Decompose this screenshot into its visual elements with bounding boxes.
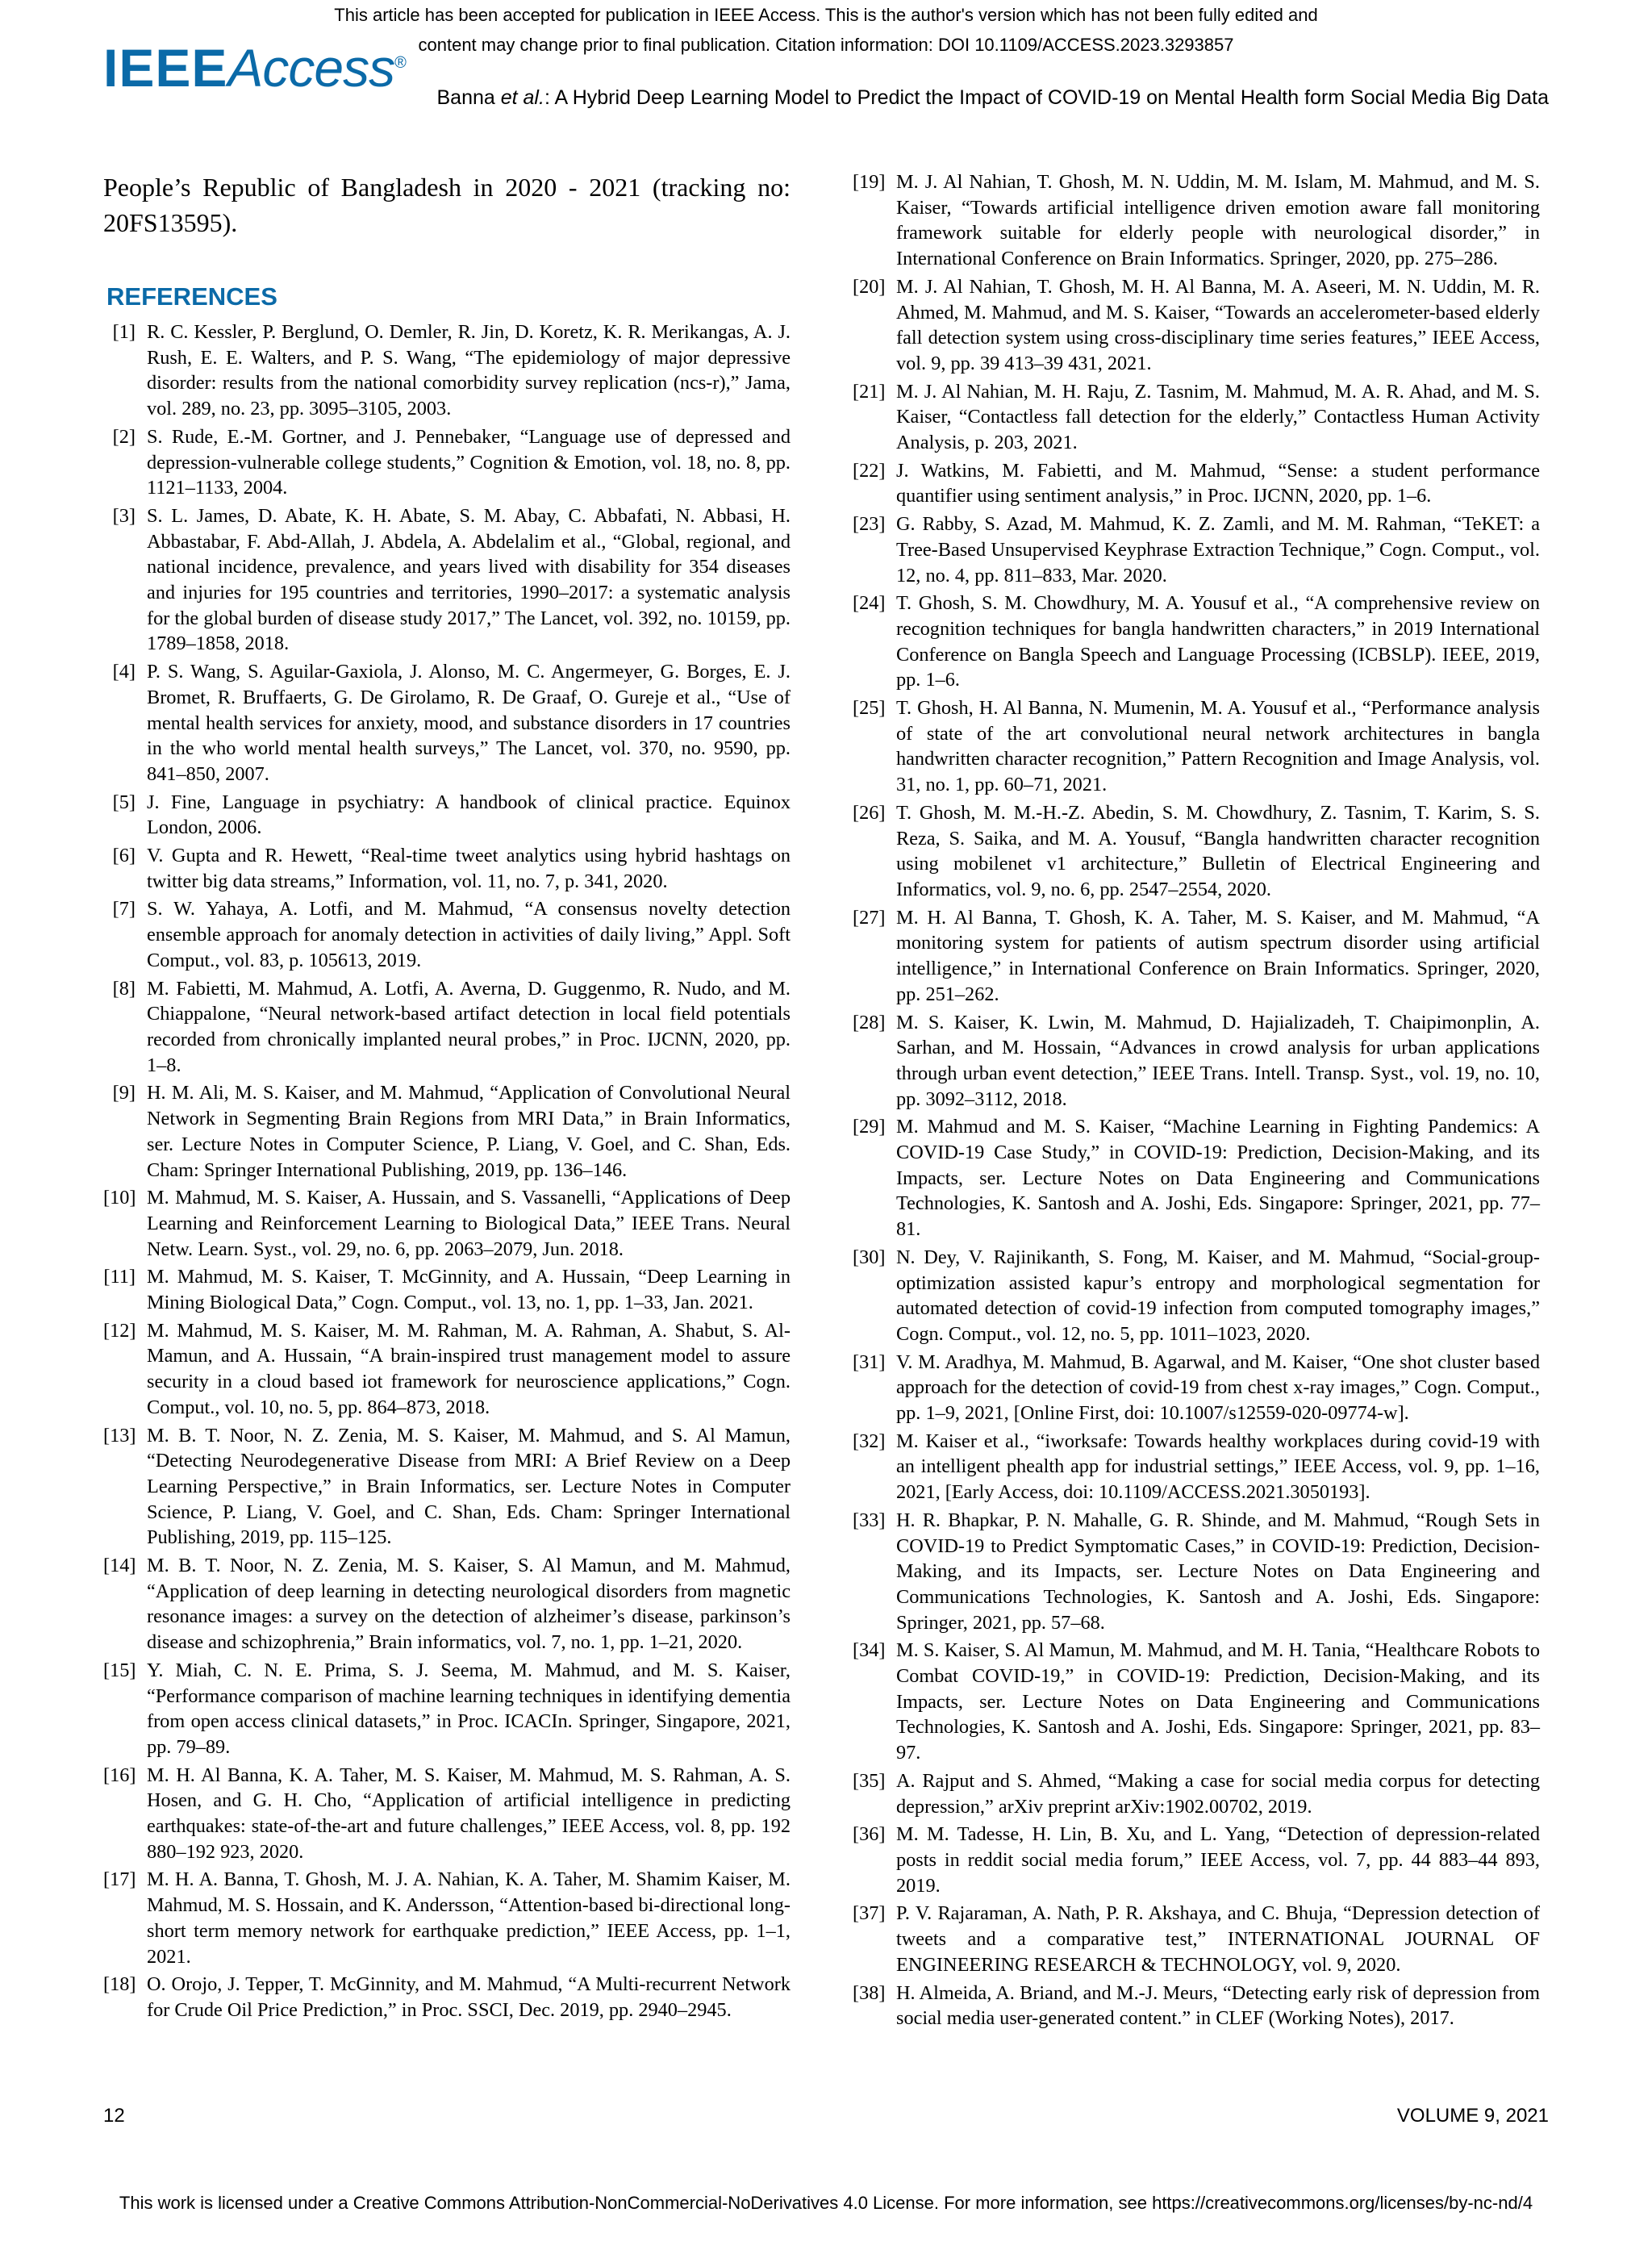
reference-item [103, 1553, 791, 1655]
reference-text: S. W. Yahaya, A. Lotfi, and M. Mahmud, “A consensus novelty detection ensemble approach for anomaly detection in activities of daily living,” Appl. Soft Comput., vol. 83, p. 105613, 2019. [147, 898, 791, 971]
reference-number: [24] [853, 592, 886, 615]
reference-number: [27] [853, 906, 886, 929]
reference-number: [16] [103, 1764, 136, 1786]
reference-item [853, 1768, 1540, 1819]
reference-number: [6] [112, 845, 136, 867]
reference-text: M. H. Al Banna, K. A. Taher, M. S. Kaiser, M. Mahmud, M. S. Rahman, A. S. Hosen, and G. H. Cho, “Application of artificial intelligence in predicting earthquakes: state-of-the-art and future challenges,” IEEE Access, vol. 8, pp. 192 880–192 923, 2020. [147, 1764, 791, 1863]
reference-number: [29] [853, 1116, 886, 1138]
reference-item [853, 1508, 1540, 1636]
reference-text: H. Almeida, A. Briand, and M.-J. Meurs, “Detecting early risk of depression from social media user-generated content.” in CLEF (Working Notes), 2017. [896, 1981, 1540, 2030]
reference-text: T. Ghosh, M. M.-H.-Z. Abedin, S. M. Chowdhury, Z. Tasnim, T. Karim, S. S. Reza, S. Saika, and M. A. Yousuf, “Bangla handwritten character recognition using mobilenet v1 architecture,” Bulletin of Electrical Engineering and Informatics, vol. 9, no. 6, pp. 2547–2554, 2020. [896, 801, 1540, 900]
reference-item [103, 319, 791, 422]
reference-number: [3] [112, 504, 136, 527]
reference-item [853, 905, 1540, 1008]
publication-notice-line-1: This article has been accepted for publication in IEEE Access. This is the author's version which has not been fully edited and [334, 5, 1318, 25]
page-number: 12 [103, 2105, 125, 2127]
reference-text: Y. Miah, C. N. E. Prima, S. J. Seema, M. Mahmud, and M. S. Kaiser, “Performance comparison of machine learning techniques in identifying dementia from open access clinical datasets,” in Proc. ICACIn. Springer, Singapore, 2021, pp. 79–89. [147, 1659, 791, 1758]
reference-text: M. J. Al Nahian, T. Ghosh, M. N. Uddin, M. M. Islam, M. Mahmud, and M. S. Kaiser, “Towards artificial intelligence driven emotion aware fall monitoring framework suitable for elderly people with neurological disorder,” in International Conference on Brain Informatics. Springer, 2020, pp. 275–286. [896, 171, 1540, 270]
reference-number: [7] [112, 898, 136, 921]
reference-text: M. M. Tadesse, H. Lin, B. Xu, and L. Yang, “Detection of depression-related posts in reddit social media forum,” IEEE Access, vol. 7, pp. 44 883–44 893, 2019. [896, 1823, 1540, 1897]
reference-item [853, 169, 1540, 272]
reference-text: M. H. A. Banna, T. Ghosh, M. J. A. Nahian, K. A. Taher, M. Shamim Kaiser, M. Mahmud, M. S. Hossain, and K. Andersson, “Attention-based bi-directional long-short term memory network for earthquake prediction,” IEEE Access, pp. 1–1, 2021. [147, 1868, 791, 1968]
reference-number: [2] [112, 425, 136, 448]
reference-number: [31] [853, 1351, 886, 1373]
reference-item [103, 1185, 791, 1262]
running-head [436, 84, 1549, 111]
reference-number: [37] [853, 1902, 886, 1925]
ieee-access-logo [103, 32, 407, 98]
reference-item [103, 1972, 791, 2023]
reference-number: [21] [853, 380, 886, 403]
references-list-left [103, 319, 791, 2023]
reference-item [853, 1429, 1540, 1505]
reference-item [853, 800, 1540, 903]
reference-number: [12] [103, 1319, 136, 1342]
logo-access: Access [227, 38, 395, 98]
reference-item [103, 1080, 791, 1183]
reference-item [853, 458, 1540, 509]
reference-text: T. Ghosh, H. Al Banna, N. Mumenin, M. A. Yousuf et al., “Performance analysis of state of the art convolutional neural network architectures in bangla handwritten character recognition,” Pattern Recognition and Image Analysis, vol. 31, no. 1, pp. 60–71, 2021. [896, 697, 1540, 796]
reference-number: [20] [853, 275, 886, 298]
reference-item [103, 659, 791, 787]
reference-number: [8] [112, 977, 136, 1000]
reference-item [103, 503, 791, 657]
reference-number: [15] [103, 1659, 136, 1681]
references-heading: REFERENCES [106, 282, 277, 311]
reference-item [853, 1010, 1540, 1113]
reference-number: [36] [853, 1823, 886, 1846]
reference-item [853, 379, 1540, 456]
reference-text: M. H. Al Banna, T. Ghosh, K. A. Taher, M. S. Kaiser, and M. Mahmud, “A monitoring system for patients of autism spectrum disorder using artificial intelligence,” in International Conference on Brain Informatics. Springer, 2020, pp. 251–262. [896, 906, 1540, 1005]
reference-number: [28] [853, 1011, 886, 1033]
reference-item [103, 1264, 791, 1315]
reference-number: [26] [853, 801, 886, 824]
reference-item [853, 695, 1540, 798]
reference-text: S. L. James, D. Abate, K. H. Abate, S. M. Abay, C. Abbafati, N. Abbasi, H. Abbastabar, F. Abd-Allah, J. Abdela, A. Abdelalim et al., “Global, regional, and national incidence, prevalence, and years lived with disability for 354 diseases and injuries for 195 countries and territories, 1990–2017: a systematic analysis for the global burden of disease study 2017,” The Lancet, vol. 392, no. 10159, pp. 1789–1858, 2018. [147, 504, 791, 655]
reference-number: [4] [112, 661, 136, 683]
reference-text: M. Kaiser et al., “iworksafe: Towards healthy workplaces during covid-19 with an intelligent phealth app for industrial settings,” IEEE Access, vol. 9, pp. 1–16, 2021, [Early Access, doi: 10.1109/ACCESS.2021.3050193]. [896, 1430, 1540, 1504]
logo-ieee: IEEE [103, 38, 228, 98]
reference-text: O. Orojo, J. Tepper, T. McGinnity, and M. Mahmud, “A Multi-recurrent Network for Crude Oil Price Prediction,” in Proc. SSCI, Dec. 2019, pp. 2940–2945. [147, 1973, 791, 2021]
reference-text: M. S. Kaiser, S. Al Mamun, M. Mahmud, and M. H. Tania, “Healthcare Robots to Combat COVID-19,” in COVID-19: Prediction, Decision-Making, and its Impacts, ser. Lecture Notes on Data Engineering and Communications Technologies, K. Santosh and A. Joshi, Eds. Singapore: Springer, 2021, pp. 83–97. [896, 1639, 1540, 1764]
reference-number: [25] [853, 697, 886, 720]
reference-item [853, 1245, 1540, 1347]
reference-item [103, 790, 791, 841]
reference-number: [9] [112, 1082, 136, 1104]
reference-text: H. R. Bhapkar, P. N. Mahalle, G. R. Shinde, and M. Mahmud, “Rough Sets in COVID-19 to Predict Symptomatic Cases,” in COVID-19: Prediction, Decision-Making, and its Impacts, ser. Lecture Notes on Data Engineering and Communications Technologies, K. Santosh and A. Joshi, Eds. Singapore: Springer, 2021, pp. 57–68. [896, 1509, 1540, 1634]
reference-item [103, 1423, 791, 1551]
reference-text: V. Gupta and R. Hewett, “Real-time tweet analytics using hybrid hashtags on twitter big data streams,” Information, vol. 11, no. 7, p. 341, 2020. [147, 845, 791, 892]
reference-number: [1] [112, 321, 136, 343]
references-list-right [853, 169, 1540, 2031]
reference-item [853, 1822, 1540, 1898]
running-head-etal: et al. [500, 86, 544, 109]
reference-text: J. Fine, Language in psychiatry: A handbook of clinical practice. Equinox London, 2006. [147, 791, 791, 839]
reference-number: [11] [103, 1266, 136, 1288]
reference-text: M. J. Al Nahian, T. Ghosh, M. H. Al Banna, M. A. Aseeri, M. N. Uddin, M. R. Ahmed, M. Mahmud, and M. S. Kaiser, “Towards an accelerometer-based elderly fall detection system using cross-disciplinary time series features,” IEEE Access, vol. 9, pp. 39 413–39 431, 2021. [896, 275, 1540, 374]
reference-text: M. Mahmud, M. S. Kaiser, A. Hussain, and S. Vassanelli, “Applications of Deep Learning and Reinforcement Learning to Biological Data,” IEEE Trans. Neural Netw. Learn. Syst., vol. 29, no. 6, pp. 2063–2079, Jun. 2018. [147, 1187, 791, 1260]
reference-item [103, 1763, 791, 1865]
reference-item [853, 1638, 1540, 1766]
reference-item [853, 274, 1540, 377]
reference-number: [35] [853, 1769, 886, 1792]
acknowledgement-text: People’s Republic of Bangladesh in 2020 - 2021 (tracking no: 20FS13595). [103, 173, 791, 237]
reference-number: [18] [103, 1973, 136, 1996]
reference-text: J. Watkins, M. Fabietti, and M. Mahmud, “Sense: a student performance quantifier using sentiment analysis,” in Proc. IJCNN, 2020, pp. 1–6. [896, 459, 1540, 507]
volume-label: VOLUME 9, 2021 [1396, 2105, 1549, 2127]
reference-number: [19] [853, 171, 886, 193]
reference-number: [13] [103, 1424, 136, 1447]
reference-item [103, 424, 791, 501]
reference-text: M. B. T. Noor, N. Z. Zenia, M. S. Kaiser, M. Mahmud, and S. Al Mamun, “Detecting Neurodegenerative Disease from MRI: A Brief Review on a Deep Learning Perspective,” in Brain Informatics, ser. Lecture Notes in Computer Science, P. Liang, V. Goel, and C. Shan, Eds. Cham: Springer International Publishing, 2019, pp. 115–125. [147, 1424, 791, 1549]
reference-text: P. S. Wang, S. Aguilar-Gaxiola, J. Alonso, M. C. Angermeyer, G. Borges, E. J. Bromet, R. Bruffaerts, G. De Girolamo, R. De Graaf, O. Gureje et al., “Use of mental health services for anxiety, mood, and substance disorders in 17 countries in the who world mental health surveys,” The Lancet, vol. 370, no. 9590, pp. 841–850, 2007. [147, 661, 791, 785]
reference-text: A. Rajput and S. Ahmed, “Making a case for social media corpus for detecting depression,” arXiv preprint arXiv:1902.00702, 2019. [896, 1769, 1540, 1818]
reference-item [103, 896, 791, 973]
reference-number: [30] [853, 1246, 886, 1268]
reference-number: [38] [853, 1981, 886, 2004]
reference-text: V. M. Aradhya, M. Mahmud, B. Agarwal, and M. Kaiser, “One shot cluster based approach for the detection of covid-19 from chest x-ray images,” Cogn. Comput., pp. 1–9, 2021, [Online First, doi: 10.1007/s12559-020-09774-w]. [896, 1351, 1540, 1425]
reference-number: [32] [853, 1430, 886, 1452]
reference-item [103, 1318, 791, 1421]
reference-number: [22] [853, 459, 886, 482]
reference-item [103, 843, 791, 894]
reference-text: M. J. Al Nahian, M. H. Raju, Z. Tasnim, M. Mahmud, M. A. R. Ahad, and M. S. Kaiser, “Contactless fall detection for the elderly,” Contactless Human Activity Analysis, p. 203, 2021. [896, 380, 1540, 454]
reference-item [103, 1658, 791, 1760]
reference-number: [14] [103, 1555, 136, 1577]
reference-text: M. Mahmud, M. S. Kaiser, T. McGinnity, and A. Hussain, “Deep Learning in Mining Biological Data,” Cogn. Comput., vol. 13, no. 1, pp. 1–33, Jan. 2021. [147, 1266, 791, 1314]
reference-item [853, 1114, 1540, 1242]
reference-text: P. V. Rajaraman, A. Nath, P. R. Akshaya, and C. Bhuja, “Depression detection of tweets and a comparative test,” INTERNATIONAL JOURNAL OF ENGINEERING RESEARCH & TECHNOLOGY, vol. 9, 2020. [896, 1902, 1540, 1976]
reference-item [853, 1981, 1540, 2031]
reference-text: N. Dey, V. Rajinikanth, S. Fong, M. Kaiser, and M. Mahmud, “Social-group-optimization assisted kapur’s entropy and morphological segmentation for automated detection of covid-19 infection from computed tomography images,” Cogn. Comput., vol. 12, no. 5, pp. 1011–1023, 2020. [896, 1246, 1540, 1345]
license-notice: This work is licensed under a Creative Commons Attribution-NonCommercial-NoDerivatives 4.0 License. For more information, see https://creativecommons.org/licenses/by-nc-nd/4 [119, 2193, 1533, 2213]
publication-notice-line-2: content may change prior to final publication. Citation information: DOI 10.1109/ACCESS.2023.3293857 [418, 35, 1234, 55]
logo-registered-mark: ® [394, 54, 407, 72]
running-head-title: : A Hybrid Deep Learning Model to Predict the Impact of COVID-19 on Mental Health form Social Media Big Data [544, 86, 1549, 109]
reference-text: M. B. T. Noor, N. Z. Zenia, M. S. Kaiser, S. Al Mamun, and M. Mahmud, “Application of deep learning in detecting neurological disorders from magnetic resonance images: a survey on the detection of alzheimer’s disease, parkinson’s disease and schizophrenia,” Brain informatics, vol. 7, no. 1, pp. 1–21, 2020. [147, 1555, 791, 1654]
reference-number: [23] [853, 513, 886, 536]
reference-text: M. Fabietti, M. Mahmud, A. Lotfi, A. Averna, D. Guggenmo, R. Nudo, and M. Chiappalone, “Neural network-based artifact detection in local field potentials recorded from chronically implanted neural probes,” in Proc. IJCNN, 2020, pp. 1–8. [147, 977, 791, 1076]
right-column [853, 169, 1540, 2034]
reference-item [103, 1867, 791, 1969]
reference-text: M. Mahmud and M. S. Kaiser, “Machine Learning in Fighting Pandemics: A COVID-19 Case Study,” in COVID-19: Prediction, Decision-Making, and its Impacts, ser. Lecture Notes on Data Engineering and Communications Technologies, K. Santosh and A. Joshi, Eds. Singapore: Springer, 2021, pp. 77–81. [896, 1116, 1540, 1241]
reference-item [853, 591, 1540, 693]
reference-text: S. Rude, E.-M. Gortner, and J. Pennebaker, “Language use of depressed and depression-vulnerable college students,” Cognition & Emotion, vol. 18, no. 8, pp. 1121–1133, 2004. [147, 425, 791, 499]
reference-number: [17] [103, 1868, 136, 1891]
reference-text: T. Ghosh, S. M. Chowdhury, M. A. Yousuf et al., “A comprehensive review on recognition techniques for bangla handwritten characters,” in 2019 International Conference on Bangla Speech and Language Processing (ICBSLP). IEEE, 2019, pp. 1–6. [896, 592, 1540, 691]
reference-number: [10] [103, 1187, 136, 1209]
reference-text: H. M. Ali, M. S. Kaiser, and M. Mahmud, “Application of Convolutional Neural Network in Segmenting Brain Regions from MRI Data,” in Brain Informatics, ser. Lecture Notes in Computer Science, P. Liang, V. Goel, and C. Shan, Eds. Cham: Springer International Publishing, 2019, pp. 136–146. [147, 1082, 791, 1181]
reference-item [853, 511, 1540, 588]
reference-item [853, 1901, 1540, 1977]
reference-item [853, 1350, 1540, 1426]
left-column [103, 169, 791, 2026]
reference-text: G. Rabby, S. Azad, M. Mahmud, K. Z. Zamli, and M. M. Rahman, “TeKET: a Tree-Based Unsupervised Keyphrase Extraction Technique,” Cogn. Comput., vol. 12, no. 4, pp. 811–833, Mar. 2020. [896, 513, 1540, 587]
reference-number: [34] [853, 1639, 886, 1662]
reference-text: R. C. Kessler, P. Berglund, O. Demler, R. Jin, D. Koretz, K. R. Merikangas, A. J. Rush, E. E. Walters, and P. S. Wang, “The epidemiology of major depressive disorder: results from the national comorbidity survey replication (ncs-r),” Jama, vol. 289, no. 23, pp. 3095–3105, 2003. [147, 321, 791, 420]
running-head-authors: Banna [436, 86, 501, 109]
reference-text: M. S. Kaiser, K. Lwin, M. Mahmud, D. Hajializadeh, T. Chaipimonplin, A. Sarhan, and M. Hossain, “Advances in crowd analysis for urban applications through urban event detection,” IEEE Trans. Intell. Transp. Syst., vol. 19, no. 10, pp. 3092–3112, 2018. [896, 1011, 1540, 1110]
reference-item [103, 976, 791, 1079]
reference-number: [33] [853, 1509, 886, 1531]
reference-number: [5] [112, 791, 136, 813]
reference-text: M. Mahmud, M. S. Kaiser, M. M. Rahman, M. A. Rahman, A. Shabut, S. Al-Mamun, and A. Hussain, “A brain-inspired trust management model to assure security in a cloud based iot framework for neuroscience applications,” Cogn. Comput., vol. 10, no. 5, pp. 864–873, 2018. [147, 1319, 791, 1418]
